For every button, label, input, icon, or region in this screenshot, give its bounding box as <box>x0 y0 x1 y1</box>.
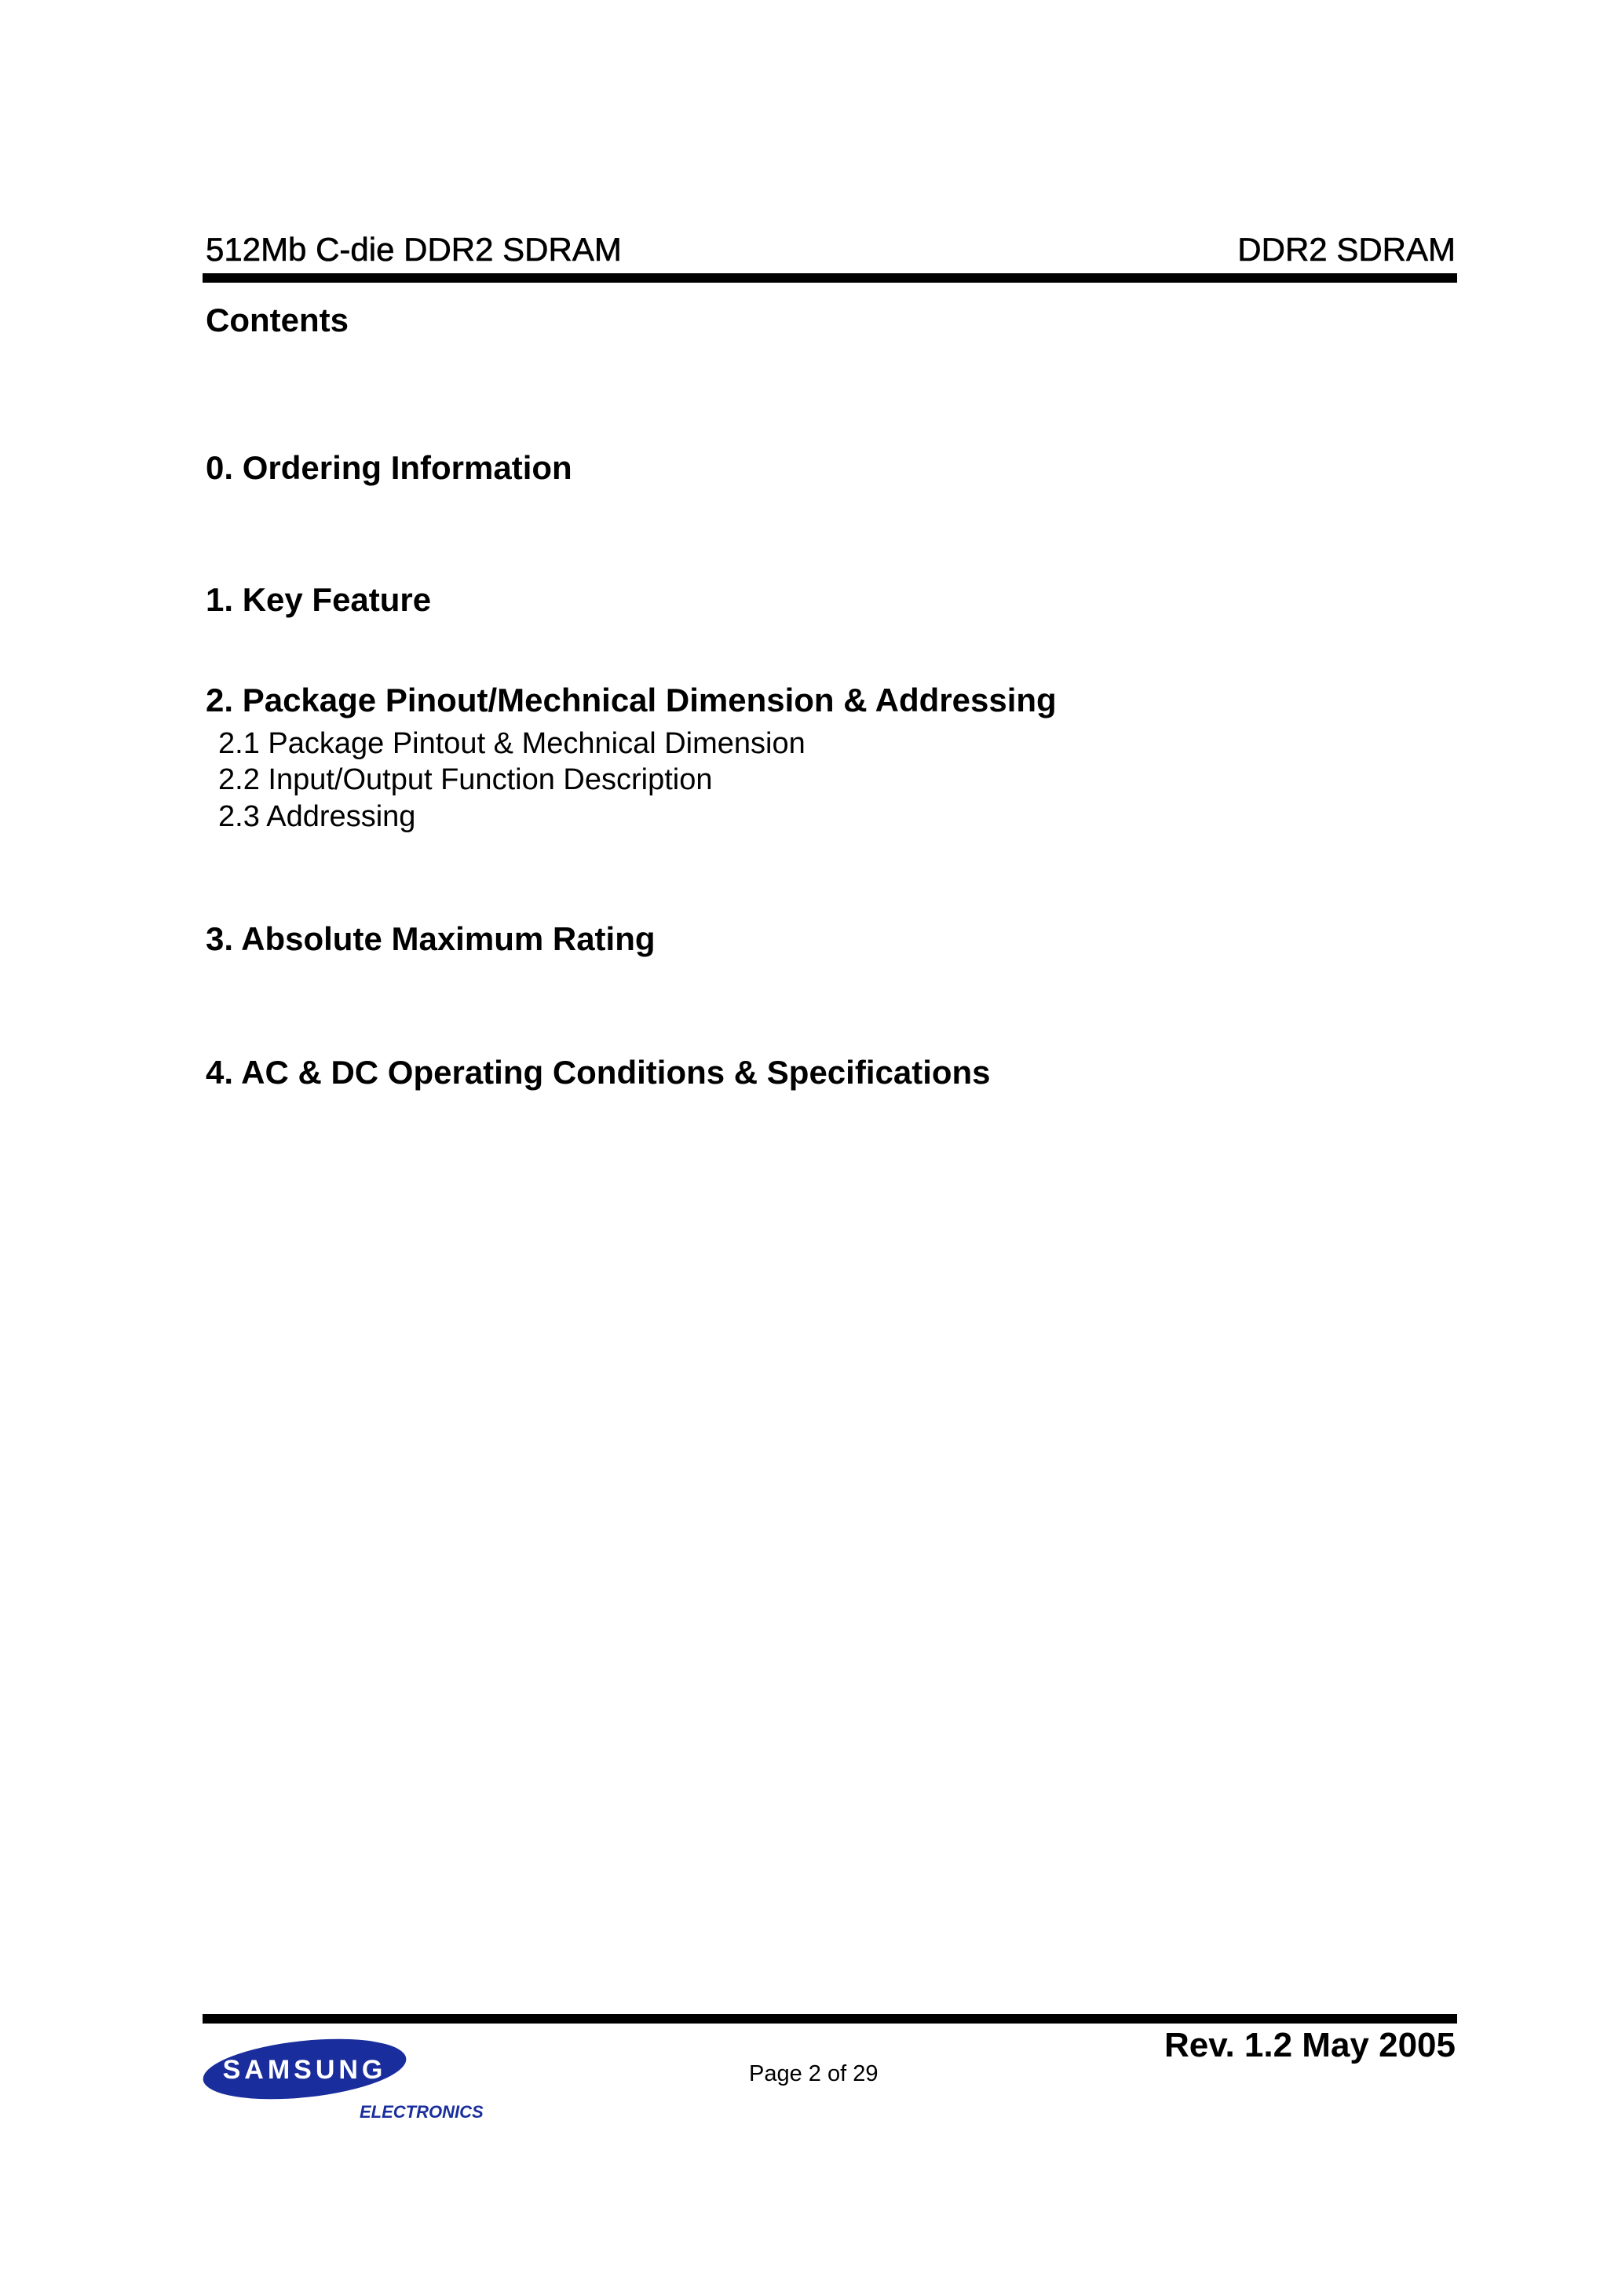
toc-section-0[interactable]: 0. Ordering Information <box>206 449 572 486</box>
header-rule <box>203 273 1457 283</box>
toc-subsection-2-3[interactable]: 2.3 Addressing <box>218 800 416 833</box>
contents-heading: Contents <box>206 302 349 338</box>
header-left-title: 512Mb C-die DDR2 SDRAM <box>206 231 622 268</box>
revision-date: Rev. 1.2 May 2005 <box>1164 2026 1456 2064</box>
toc-subsection-2-2[interactable]: 2.2 Input/Output Function Description <box>218 763 713 796</box>
toc-section-4[interactable]: 4. AC & DC Operating Conditions & Specifications <box>206 1054 991 1091</box>
page-number: Page 2 of 29 <box>749 2061 879 2086</box>
toc-section-3[interactable]: 3. Absolute Maximum Rating <box>206 920 656 957</box>
logo-subtext: ELECTRONICS <box>360 2102 484 2122</box>
samsung-logo <box>201 2030 499 2124</box>
logo-wordmark: SAMSUNG <box>222 2055 387 2085</box>
header-right-title: DDR2 SDRAM <box>1237 231 1456 268</box>
toc-section-2[interactable]: 2. Package Pinout/Mechnical Dimension & Addressing <box>206 682 1057 718</box>
toc-subsection-2-1[interactable]: 2.1 Package Pintout & Mechnical Dimension <box>218 727 806 760</box>
footer-rule <box>203 2014 1457 2024</box>
toc-section-1[interactable]: 1. Key Feature <box>206 581 432 618</box>
